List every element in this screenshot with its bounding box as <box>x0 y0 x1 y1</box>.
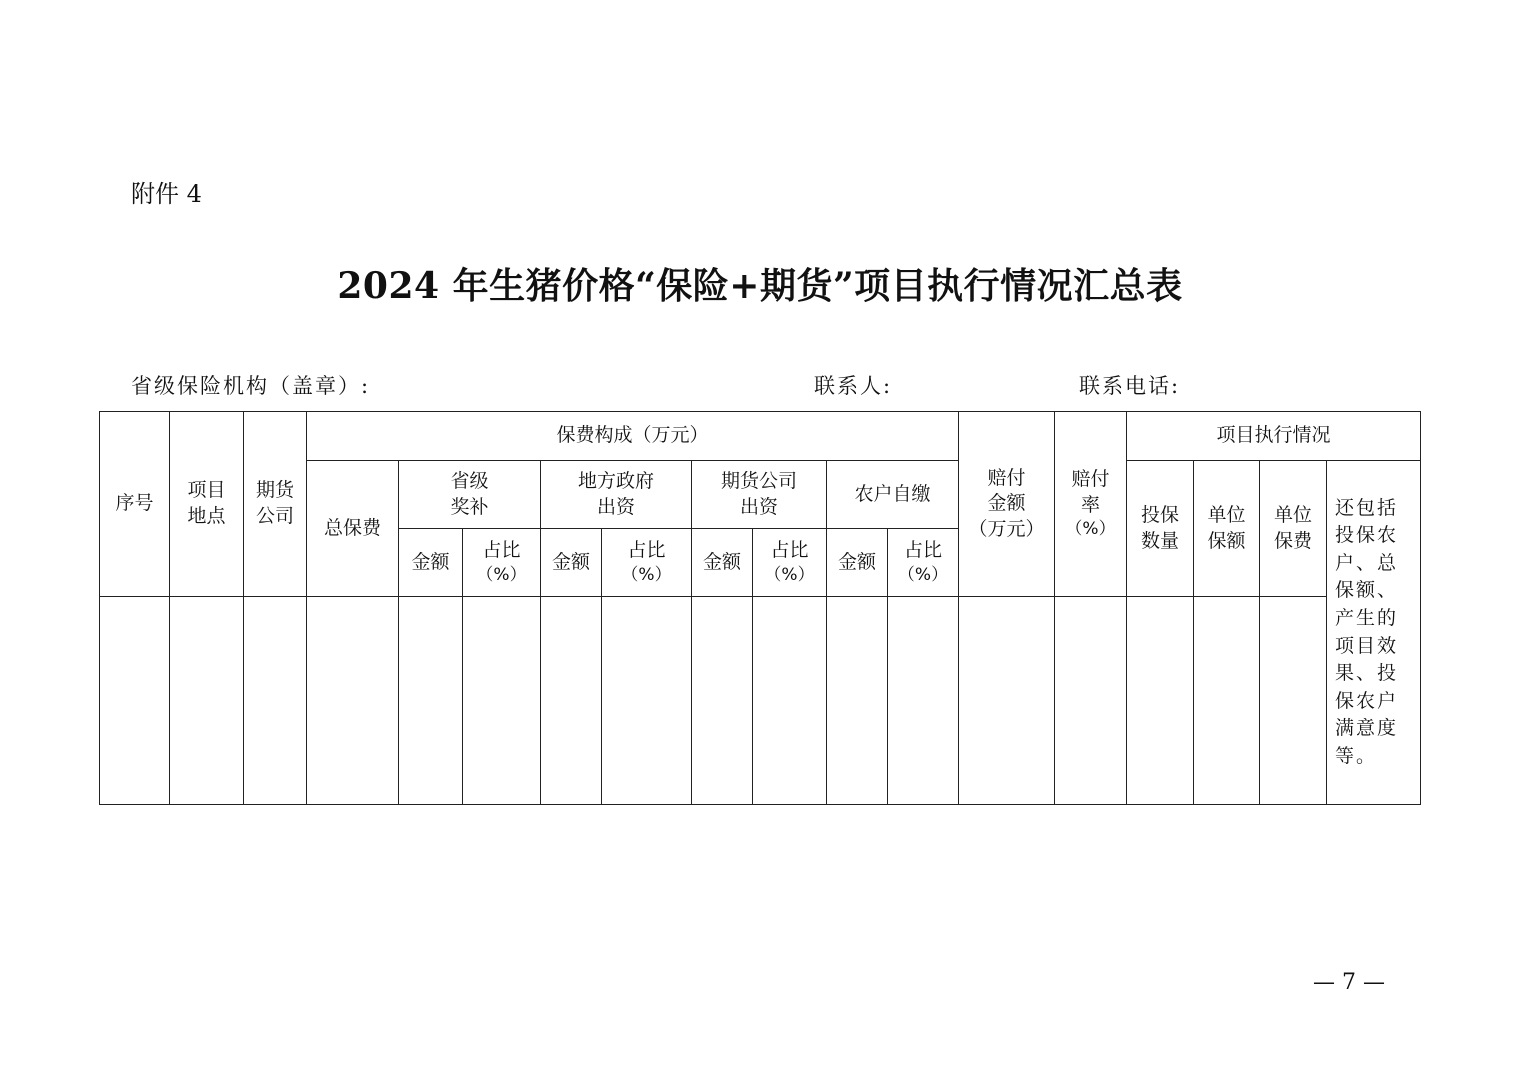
header-amount: 金额 <box>541 529 602 597</box>
header-futures-company: 期货公司 <box>244 412 307 597</box>
header-seq: 序号 <box>100 412 170 597</box>
header-farmer: 农户自缴 <box>827 461 959 529</box>
header-payout: 赔付金额 （万元） <box>959 412 1055 597</box>
page-title: 2024 年生猪价格“保险+期货”项目执行情况汇总表 <box>337 265 1183 307</box>
header-unit-premium: 单位保费 <box>1260 461 1327 597</box>
data-cell[interactable] <box>1055 597 1127 805</box>
data-cell[interactable] <box>541 597 602 805</box>
header-total-premium: 总保费 <box>307 461 399 597</box>
table-row <box>100 597 1421 805</box>
header-location: 项目地点 <box>170 412 244 597</box>
header-premium-group: 保费构成（万元） <box>307 412 959 461</box>
data-cell[interactable] <box>1260 597 1327 805</box>
data-cell[interactable] <box>463 597 541 805</box>
header-ratio: 占比 （%） <box>602 529 692 597</box>
data-cell[interactable] <box>692 597 753 805</box>
data-cell[interactable] <box>827 597 888 805</box>
header-exec-group: 项目执行情况 <box>1127 412 1421 461</box>
header-quantity: 投保数量 <box>1127 461 1194 597</box>
attachment-label: 附件 4 <box>131 180 202 208</box>
summary-table <box>99 411 1421 805</box>
header-ratio: 占比 （%） <box>463 529 541 597</box>
header-unit-coverage: 单位保额 <box>1194 461 1260 597</box>
data-cell[interactable] <box>1194 597 1260 805</box>
data-cell[interactable] <box>307 597 399 805</box>
data-cell[interactable] <box>244 597 307 805</box>
data-cell[interactable] <box>888 597 959 805</box>
phone-label: 联系电话: <box>1079 374 1181 398</box>
data-cell[interactable] <box>399 597 463 805</box>
note-cell: 还包括投保农户、总保额、产生的项目效果、投保农户满意度等。 <box>1327 461 1421 805</box>
header-amount: 金额 <box>692 529 753 597</box>
org-label: 省级保险机构（盖章）: <box>131 374 371 398</box>
contact-label: 联系人: <box>814 374 893 398</box>
header-futures-contribution: 期货公司出资 <box>692 461 827 529</box>
header-payout-rate: 赔付率 （%） <box>1055 412 1127 597</box>
data-cell[interactable] <box>100 597 170 805</box>
data-cell[interactable] <box>1127 597 1194 805</box>
header-provincial: 省级奖补 <box>399 461 541 529</box>
data-cell[interactable] <box>959 597 1055 805</box>
data-cell[interactable] <box>602 597 692 805</box>
data-cell[interactable] <box>753 597 827 805</box>
page-number: — 7 — <box>1313 970 1385 995</box>
header-local-gov: 地方政府出资 <box>541 461 692 529</box>
header-amount: 金额 <box>827 529 888 597</box>
header-amount: 金额 <box>399 529 463 597</box>
header-ratio: 占比 （%） <box>753 529 827 597</box>
header-ratio: 占比 （%） <box>888 529 959 597</box>
data-cell[interactable] <box>170 597 244 805</box>
